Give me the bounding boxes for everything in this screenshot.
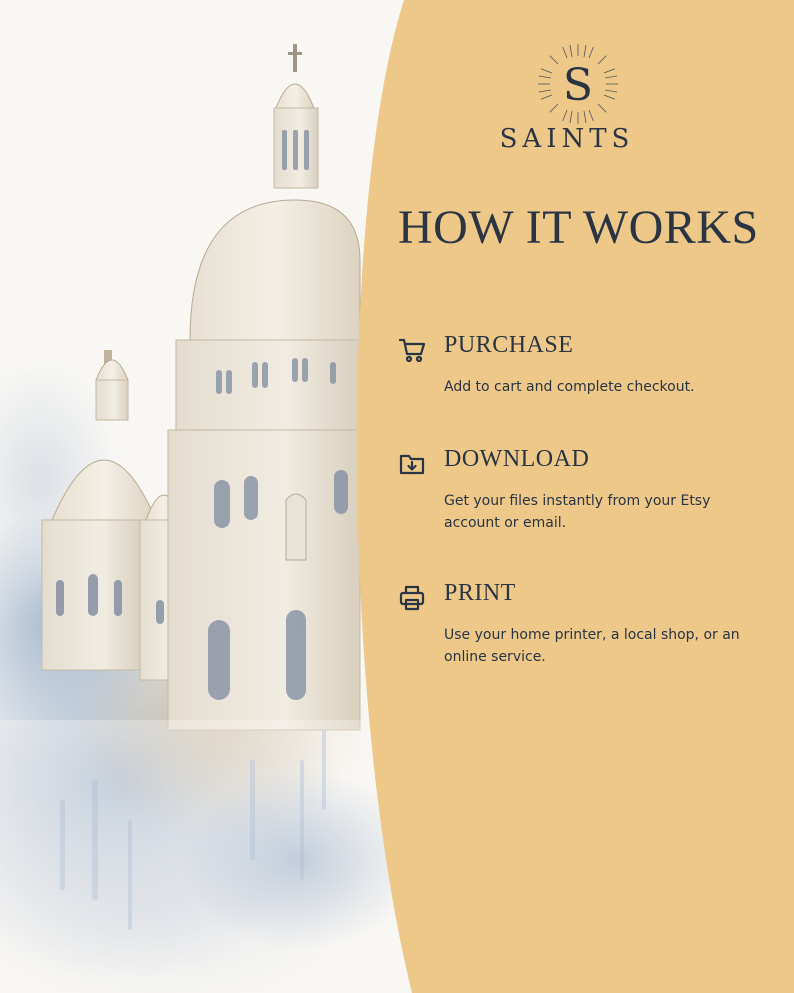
step-description: Get your files instantly from your Etsy account or email. [444, 493, 711, 531]
page-title: HOW IT WORKS [398, 201, 759, 254]
logo-letter: S [562, 60, 594, 111]
printer-icon [398, 584, 426, 612]
brand-name: SAINTS [499, 124, 635, 154]
info-panel [380, 0, 794, 993]
step-title: PRINT [444, 580, 516, 606]
step-description: Use your home printer, a local shop, or an online service. [444, 627, 740, 665]
shopping-cart-icon [398, 336, 426, 364]
step-title: DOWNLOAD [444, 446, 590, 472]
download-folder-icon [398, 450, 426, 478]
step-description: Add to cart and complete checkout. [444, 379, 695, 395]
saints-logo-icon [536, 42, 620, 126]
step-title: PURCHASE [444, 332, 574, 358]
